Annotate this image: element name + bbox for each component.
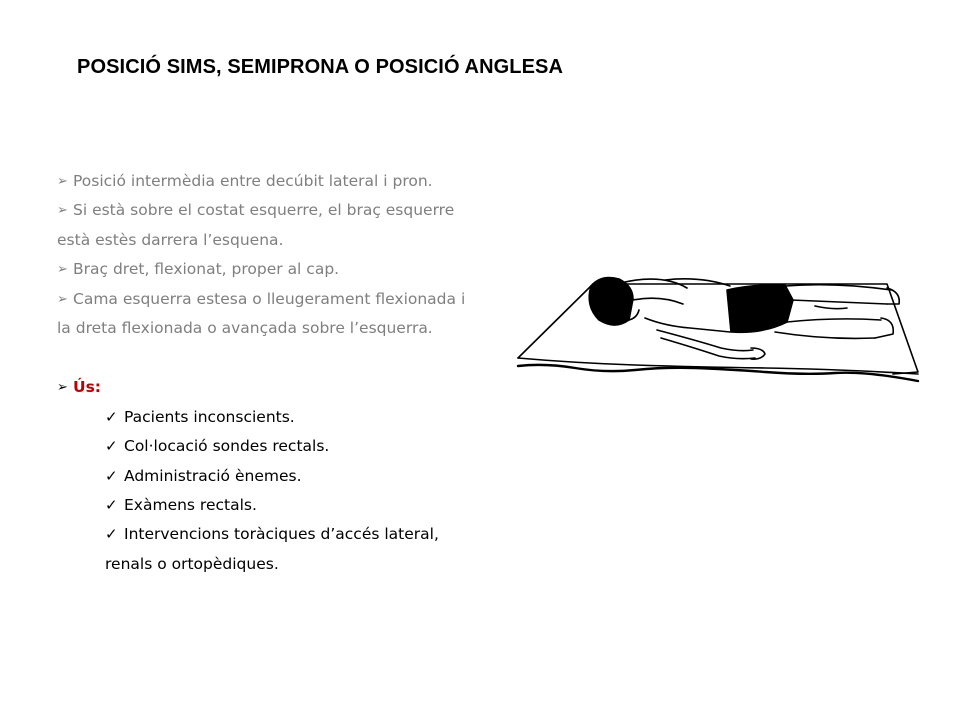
- mat-surface: [518, 284, 918, 374]
- list-item: [57, 462, 477, 491]
- bullet-item: [57, 167, 477, 196]
- checkmark-icon: ✓: [105, 437, 118, 456]
- arrow-bullet-icon: ➢: [57, 174, 68, 189]
- head-hair: [589, 278, 633, 325]
- bullet-item: [57, 285, 477, 344]
- bullet-text: Si està sobre el costat esquerre, el braç esquerre està estès darrera l’esquena.: [57, 201, 455, 249]
- slide-title: POSICIÓ SIMS, SEMIPRONA O POSICIÓ ANGLESA: [77, 56, 564, 78]
- bullet-text: Cama esquerra estesa o lleugerament flexionada i la dreta flexionada o avançada sobre l’esquerra.: [57, 289, 466, 338]
- arrow-bullet-icon: ➢: [57, 203, 68, 219]
- leg-lower-bottom: [775, 332, 875, 338]
- use-item-text: Administració ènemes.: [124, 466, 302, 485]
- arrow-bullet-icon: ➢: [57, 380, 68, 396]
- arm-extended-bottom: [661, 338, 755, 359]
- leg-upper-bottom: [791, 300, 887, 304]
- uses-heading-text: Ús:: [73, 378, 102, 397]
- foot-lower: [875, 318, 893, 338]
- checkmark-icon: ✓: [105, 525, 118, 544]
- uses-list: [57, 403, 477, 579]
- bullet-item: [57, 196, 477, 255]
- list-item: [57, 403, 477, 432]
- list-item: [57, 432, 477, 461]
- content-block: [57, 167, 477, 579]
- arm-upper-lower-edge: [633, 298, 683, 304]
- checkmark-icon: ✓: [105, 466, 118, 485]
- bullet-text: Braç dret, flexionat, proper al cap.: [73, 260, 340, 279]
- uses-heading: [57, 373, 477, 402]
- knee-detail: [815, 306, 847, 309]
- leg-upper-top: [785, 285, 891, 290]
- checkmark-icon: ✓: [105, 496, 118, 515]
- list-item: [57, 491, 477, 520]
- use-item-text: Pacients inconscients.: [124, 407, 295, 426]
- mat-front-edge: [518, 358, 918, 374]
- bullet-item: [57, 255, 477, 284]
- checkmark-icon: ✓: [105, 407, 118, 426]
- arrow-bullet-icon: ➢: [57, 291, 68, 307]
- arrow-bullet-icon: ➢: [57, 262, 68, 278]
- use-item-text: Intervencions toràciques d’accés lateral, renals o ortopèdiques.: [105, 525, 439, 573]
- use-item-text: Col·locació sondes rectals.: [124, 437, 330, 456]
- list-item: [57, 520, 477, 579]
- leg-lower-top: [787, 319, 881, 322]
- shorts: [727, 285, 793, 332]
- bullet-text: Posició intermèdia entre decúbit lateral i pron.: [73, 172, 433, 190]
- sims-position-illustration: [515, 262, 920, 412]
- use-item-text: Exàmens rectals.: [124, 496, 257, 515]
